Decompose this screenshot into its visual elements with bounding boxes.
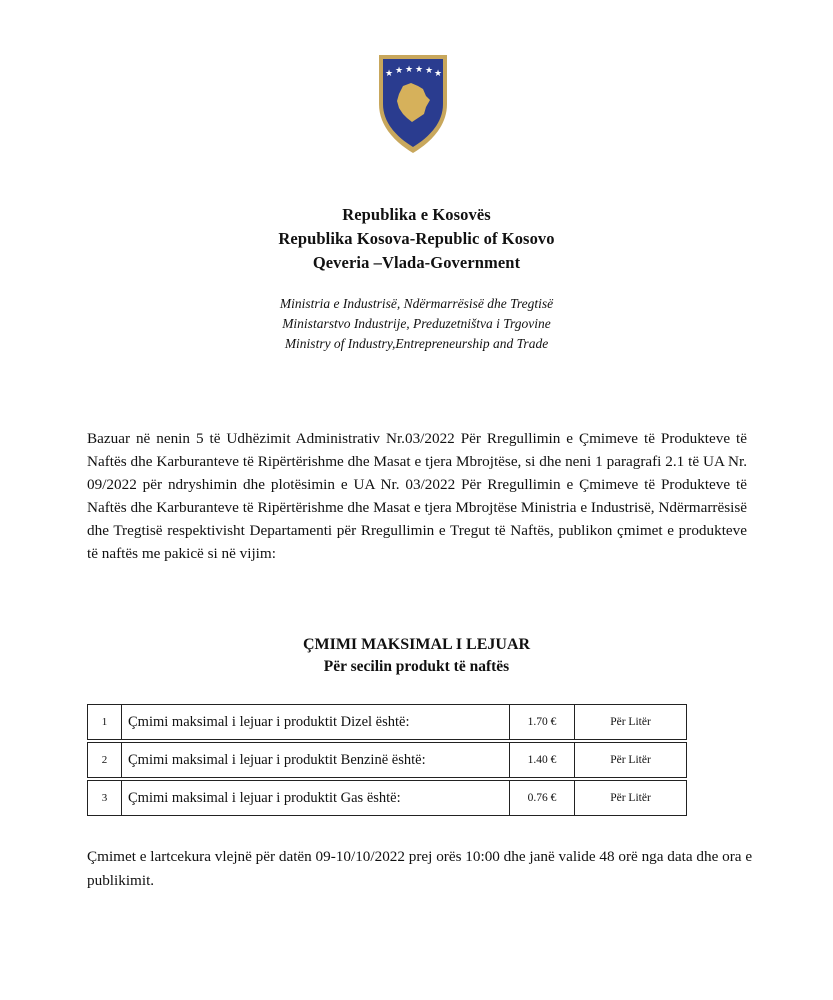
product-description: Çmimi maksimal i lejuar i produktit Gas është:	[122, 779, 510, 816]
ministry-header	[0, 294, 833, 354]
svg-text:★: ★	[433, 69, 443, 79]
product-price: 1.70 €	[510, 705, 575, 742]
price-unit: Për Litër	[575, 705, 687, 742]
table-row	[88, 741, 687, 779]
row-number: 2	[88, 741, 122, 779]
ministry-line-3: Ministry of Industry,Entrepreneurship and Trade	[284, 336, 549, 351]
header-line-2: Republika Kosova-Republic of Kosovo	[278, 229, 555, 248]
kosovo-coat-of-arms-icon	[376, 52, 450, 156]
svg-text:★: ★	[404, 65, 414, 75]
product-description: Çmimi maksimal i lejuar i produktit Benzinë është:	[122, 741, 510, 779]
validity-paragraph: Çmimet e lartcekura vlejnë për datën 09-10/10/2022 prej orës 10:00 dhe janë valide 48 orë nga data dhe ora e publikimit.	[87, 848, 753, 889]
header-line-1: Republika e Kosovës	[342, 205, 491, 224]
table-row	[88, 705, 687, 742]
price-title-main: ÇMIMI MAKSIMAL I LEJUAR	[302, 636, 531, 653]
header-line-3: Qeveria –Vlada-Government	[312, 253, 521, 272]
price-table	[87, 704, 687, 816]
ministry-line-2: Ministarstvo Industrije, Preduzetništva i Trgovine	[282, 316, 551, 331]
price-title	[0, 634, 833, 678]
svg-text:★: ★	[384, 69, 394, 79]
price-title-sub: Për secilin produkt të naftës	[323, 658, 510, 675]
product-description: Çmimi maksimal i lejuar i produktit Dizel është:	[122, 705, 510, 742]
ministry-line-1: Ministria e Industrisë, Ndërmarrësisë dhe Tregtisë	[279, 296, 554, 311]
svg-text:★: ★	[394, 66, 404, 76]
table-row	[88, 779, 687, 816]
price-unit: Për Litër	[575, 779, 687, 816]
row-number: 3	[88, 779, 122, 816]
price-unit: Për Litër	[575, 741, 687, 779]
svg-text:★: ★	[424, 66, 434, 76]
intro-paragraph: Bazuar në nenin 5 të Udhëzimit Administrativ Nr.03/2022 Për Rregullimin e Çmimeve të Produkteve të Naftës dhe Karburanteve të Ripërtërishme dhe Masat e tjera Mbrojtëse, si dhe neni 1 paragrafi 2.1 të UA Nr. 09/2022 për ndryshimin dhe plotësimin e UA Nr. 03/2022 Për Rregullimin e Çmimeve të Produkteve të Naftës dhe Karburanteve të Ripërtërishme dhe Masat e tjera Mbrojtëse Ministria e Industrisë, Ndërmarrësisë dhe Tregtisë respektivisht Departamenti për Rregullimin e Tregut të Naftës, publikon çmimet e produkteve të naftës me pakicë si në vijim:	[87, 430, 747, 562]
government-header	[0, 203, 833, 275]
row-number: 1	[88, 705, 122, 742]
product-price: 1.40 €	[510, 741, 575, 779]
product-price: 0.76 €	[510, 779, 575, 816]
svg-text:★: ★	[414, 65, 424, 75]
